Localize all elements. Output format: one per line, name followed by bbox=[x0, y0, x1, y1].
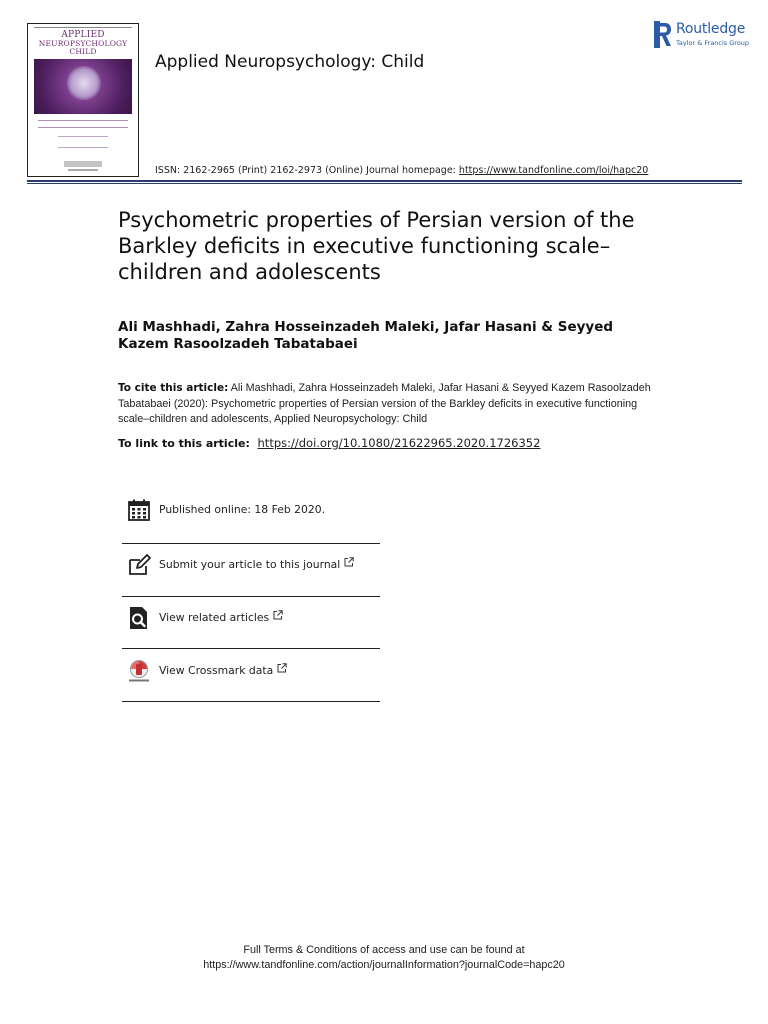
submit-article-link[interactable] bbox=[122, 539, 380, 591]
journal-cover bbox=[27, 23, 139, 177]
header-rule bbox=[27, 180, 742, 182]
journal-name: Applied Neuropsychology: Child bbox=[155, 52, 425, 72]
cover-title-line2: NEUROPSYCHOLOGY bbox=[38, 38, 128, 48]
publisher-group: Taylor & Francis Group bbox=[676, 39, 750, 47]
footer-terms-url[interactable]: https://www.tandfonline.com/action/journalInformation?journalCode=hapc20 bbox=[203, 959, 565, 971]
action-divider bbox=[122, 701, 380, 702]
issn-line bbox=[155, 165, 648, 176]
published-online-row bbox=[122, 484, 380, 536]
article-title: Psychometric properties of Persian version of the Barkley deficits in executive functioning scale–children and adolescents bbox=[118, 208, 635, 284]
submit-article-label: Submit your article to this journal bbox=[159, 539, 354, 591]
external-link-icon bbox=[273, 610, 283, 620]
terms-footer bbox=[0, 943, 768, 973]
external-link-icon bbox=[277, 663, 287, 673]
cover-title-line1: APPLIED bbox=[61, 30, 105, 40]
search-document-icon bbox=[127, 606, 151, 630]
article-authors: Ali Mashhadi, Zahra Hosseinzadeh Maleki, Jafar Hasani & Seyyed Kazem Rasoolzadeh Tabatabaei bbox=[118, 319, 614, 352]
cite-label: To cite this article: bbox=[118, 382, 229, 394]
footer-terms-text: Full Terms & Conditions of access and use can be found at bbox=[243, 944, 525, 956]
cover-title-line3: CHILD bbox=[69, 47, 97, 56]
cover-title bbox=[30, 31, 136, 57]
crossmark-icon bbox=[127, 659, 151, 683]
crossmark-label: View Crossmark data bbox=[159, 645, 287, 697]
link-label: To link to this article: bbox=[118, 437, 250, 450]
calendar-icon bbox=[127, 498, 151, 522]
publisher-name: Routledge bbox=[676, 21, 746, 37]
citation-block bbox=[118, 381, 658, 428]
external-link-icon bbox=[344, 557, 354, 567]
cover-brain-image bbox=[34, 59, 132, 114]
cover-publisher-logo bbox=[64, 161, 102, 167]
doi-link[interactable]: https://doi.org/10.1080/21622965.2020.1726352 bbox=[257, 436, 541, 450]
cite-text: Ali Mashhadi, Zahra Hosseinzadeh Maleki, Jafar Hasani & Seyyed Kazem Rasoolzadeh Tabatabaei (2020): Psychometric properties of Persian version of the Barkley deficits in executive functioning scale–children and adolescents, Applied Neuropsychology: Child bbox=[118, 382, 651, 425]
issn-text: ISSN: 2162-2965 (Print) 2162-2973 (Online) Journal homepage: bbox=[155, 165, 459, 176]
cover-publisher-line bbox=[68, 169, 98, 171]
routledge-logo-icon bbox=[654, 21, 672, 48]
related-articles-label: View related articles bbox=[159, 592, 283, 644]
related-articles-link[interactable] bbox=[122, 592, 380, 644]
published-online-label: Published online: 18 Feb 2020. bbox=[159, 503, 326, 516]
cover-editor-band bbox=[58, 136, 108, 148]
journal-homepage-link[interactable]: https://www.tandfonline.com/loi/hapc20 bbox=[458, 165, 649, 176]
cover-subtitle-band bbox=[38, 120, 128, 128]
crossmark-link[interactable] bbox=[122, 645, 380, 697]
article-link-line bbox=[118, 436, 540, 450]
edit-icon bbox=[127, 553, 151, 577]
header-rule-thin bbox=[27, 183, 742, 184]
